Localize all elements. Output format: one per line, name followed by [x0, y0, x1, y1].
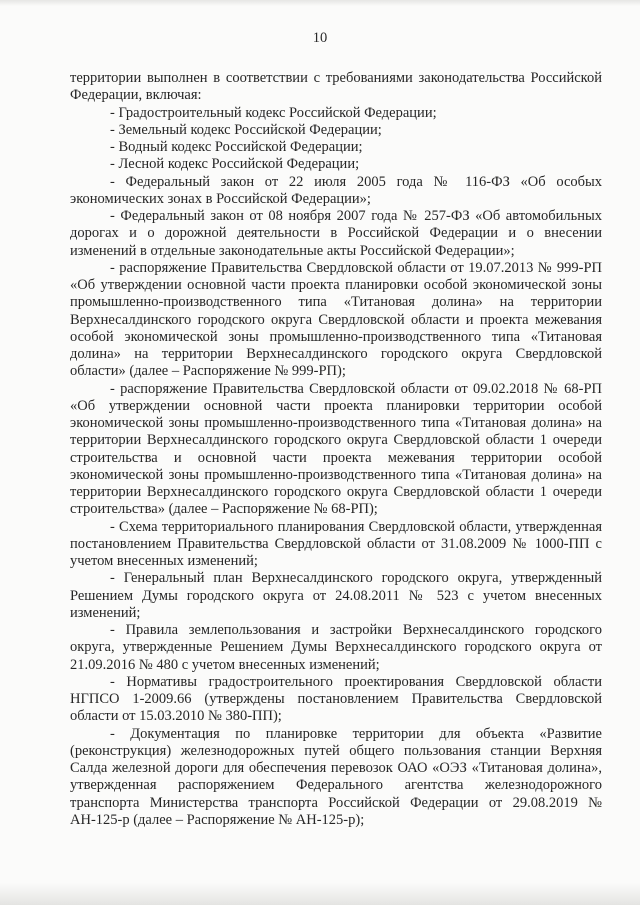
list-item-forest-code: - Лесной кодекс Российской Федерации;	[110, 156, 360, 173]
list-item-territorial-scheme: - Схема территориального планирования Свердловской области, утвержденная постановлением Правительства Свердловской области от 31.08.2009 № 1000-ПП с учетом внесенных изменений;	[70, 518, 602, 569]
list-item-order-68: - распоряжение Правительства Свердловской области от 09.02.2018 № 68-РП «Об утверждении основной части проекта планировки территории особой экономической зоны промышленно-производственного типа «Титановая долина» на территории Верхнесалдинского городского округа Свердловской области 1 очереди строительства и основной части проекта межевания территории особой экономической зоны промышленно-производственного типа «Титановая долина» на территории Верхнесалдинского городского округа Свердловской области 1 очереди строительства» (далее – Распоряжение № 68-РП);	[70, 380, 602, 518]
list-item-land-use-rules: - Правила землепользования и застройки Верхнесалдинского городского округа, утвержденные Решением Думы Верхнесалдинского городского округа от 21.09.2016 № 480 с учетом внесенных изменений;	[70, 622, 602, 673]
scan-edge-bottom	[0, 883, 640, 905]
list-item-order-999: - распоряжение Правительства Свердловской области от 19.07.2013 № 999-РП «Об утверждении основной части проекта планировки особой экономической зоны промышленно-производственного типа «Титановая долина» на территории Верхнесалдинского городского округа Свердловской области и проекта межевания особой экономической зоны промышленно-производственного типа «Титановая долина» на территории Верхнесалдинского городского округа Свердловской области» (далее – Распоряжение № 999-РП);	[70, 259, 602, 380]
intro-paragraph: территории выполнен в соответствии с требованиями законодательства Российской Федерации, включая:	[70, 70, 602, 104]
document-body	[70, 70, 602, 829]
list-item-water-code: - Водный кодекс Российской Федерации;	[110, 139, 363, 155]
list-item-federal-law-116: - Федеральный закон от 22 июля 2005 года № 116-ФЗ «Об особых экономических зонах в Российской Федерации»;	[70, 173, 602, 207]
list-item-urban-planning-code: - Градостроительный кодекс Российской Федерации;	[110, 104, 437, 121]
list-item-railway-documentation: - Документация по планировке территории для объекта «Развитие (реконструкция) железнодорожных путей общего пользования станции Верхняя Салда железной дороги для обеспечения перевозок ОАО «ОЭЗ «Титановая долина», утвержденная распоряжением Федерального агентства железнодорожного транспорта Министерства транспорта Российской Федерации от 29.08.2019 № АН-125-р (далее – Распоряжение № АН-125-р);	[70, 725, 602, 828]
list-item-federal-law-257: - Федеральный закон от 08 ноября 2007 года № 257-ФЗ «Об автомобильных дорогах и о дорожной деятельности в Российской Федерации и о внесении изменений в отдельные законодательные акты Российской Федерации»;	[70, 208, 602, 259]
list-item-planning-standards: - Нормативы градостроительного проектирования Свердловской области НГПСО 1-2009.66 (утверждены постановлением Правительства Свердловской области от 15.03.2010 № 380-ПП);	[70, 673, 602, 725]
list-item-general-plan: - Генеральный план Верхнесалдинского городского округа, утвержденный Решением Думы городского округа от 24.08.2011 № 523 с учетом внесенных изменений;	[70, 570, 602, 621]
scan-edge-top	[0, 0, 640, 6]
list-item-land-code: - Земельный кодекс Российской Федерации;	[110, 121, 382, 138]
page-number: 10	[312, 30, 328, 46]
